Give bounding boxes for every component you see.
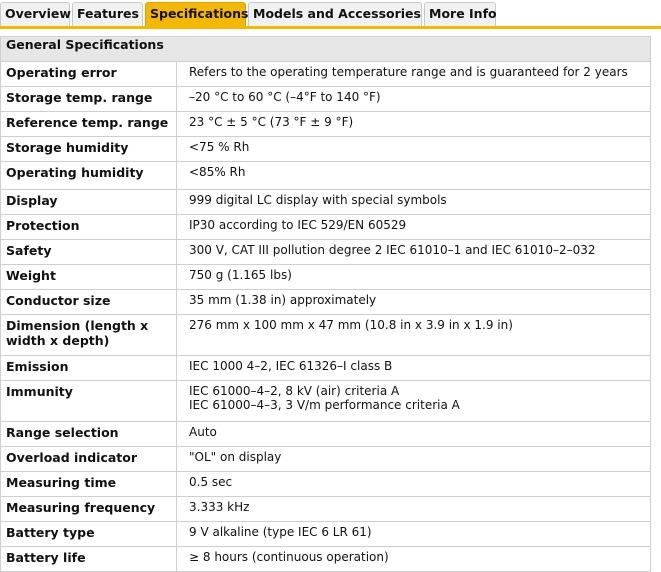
spec-value-line: 750 g (1.165 lbs) (189, 268, 292, 282)
tab-underline (0, 26, 661, 29)
spec-value (177, 112, 651, 137)
spec-label: Emission (1, 356, 177, 381)
table-row (1, 381, 651, 422)
spec-value (177, 497, 651, 522)
table-row (1, 290, 651, 315)
spec-value-line: Refers to the operating temperature range and is guaranteed for 2 years (189, 65, 628, 79)
spec-value (177, 381, 651, 422)
spec-value-line: Auto (189, 425, 217, 439)
table-row (1, 137, 651, 162)
spec-value-line: <75 % Rh (189, 140, 250, 154)
spec-value-line: 23 °C ± 5 °C (73 °F ± 9 °F) (189, 115, 354, 129)
spec-label: Display (1, 190, 177, 215)
table-row (1, 190, 651, 215)
tab-overview[interactable]: Overview (0, 2, 70, 26)
table-row (1, 240, 651, 265)
spec-label: Weight (1, 265, 177, 290)
spec-label: Protection (1, 215, 177, 240)
table-row (1, 356, 651, 381)
spec-value-line: 276 mm x 100 mm x 47 mm (10.8 in x 3.9 in x 1.9 in) (189, 318, 513, 332)
spec-label: Range selection (1, 422, 177, 447)
spec-value (177, 422, 651, 447)
spec-value (177, 62, 651, 87)
spec-value (177, 87, 651, 112)
spec-label: Storage humidity (1, 137, 177, 162)
spec-value (177, 215, 651, 240)
spec-value (177, 137, 651, 162)
table-row (1, 547, 651, 572)
spec-label: Dimension (length x width x depth) (1, 315, 177, 356)
spec-label: Measuring frequency (1, 497, 177, 522)
spec-value (177, 356, 651, 381)
tab-features[interactable]: Features (72, 2, 143, 26)
spec-value-line: 300 V, CAT III pollution degree 2 IEC 61010–1 and IEC 61010–2–032 (189, 243, 596, 257)
spec-value-line: 3.333 kHz (189, 500, 250, 514)
spec-rows (1, 62, 651, 572)
table-row (1, 112, 651, 137)
table-row (1, 315, 651, 356)
spec-label: Operating humidity (1, 162, 177, 190)
table-row (1, 447, 651, 472)
spec-value-line: IP30 according to IEC 529/EN 60529 (189, 218, 407, 232)
table-row (1, 522, 651, 547)
spec-value-line: IEC 61000–4–2, 8 kV (air) criteria A (189, 384, 400, 398)
spec-value-line: 35 mm (1.38 in) approximately (189, 293, 377, 307)
spec-label: Battery life (1, 547, 177, 572)
tab-models-and-accessories[interactable]: Models and Accessories (248, 2, 422, 26)
spec-value-line: "OL" on display (189, 450, 282, 464)
spec-value (177, 162, 651, 190)
spec-value-line: 999 digital LC display with special symbols (189, 193, 447, 207)
spec-label: Immunity (1, 381, 177, 422)
spec-value-line: <85% Rh (189, 165, 246, 179)
spec-value-line: IEC 61000–4–3, 3 V/m performance criteria A (189, 398, 460, 412)
spec-value-line: –20 °C to 60 °C (–4°F to 140 °F) (189, 90, 381, 104)
spec-label: Reference temp. range (1, 112, 177, 137)
spec-label: Measuring time (1, 472, 177, 497)
spec-value-line: IEC 1000 4–2, IEC 61326–I class B (189, 359, 393, 373)
section-header-row (1, 37, 651, 62)
spec-value (177, 447, 651, 472)
specifications-table (0, 36, 651, 572)
tab-specifications[interactable]: Specifications (145, 2, 246, 26)
spec-label: Overload indicator (1, 447, 177, 472)
spec-value (177, 265, 651, 290)
spec-label: Conductor size (1, 290, 177, 315)
tab-more-info[interactable]: More Info (424, 2, 496, 26)
spec-value (177, 240, 651, 265)
table-row (1, 162, 651, 190)
table-row (1, 497, 651, 522)
table-row (1, 422, 651, 447)
spec-value (177, 315, 651, 356)
tab-bar (0, 0, 661, 28)
spec-value (177, 472, 651, 497)
spec-label: Safety (1, 240, 177, 265)
table-row (1, 62, 651, 87)
spec-label: Battery type (1, 522, 177, 547)
spec-value (177, 290, 651, 315)
spec-label: Operating error (1, 62, 177, 87)
table-row (1, 215, 651, 240)
table-row (1, 87, 651, 112)
spec-label: Storage temp. range (1, 87, 177, 112)
spec-value-line: 0.5 sec (189, 475, 233, 489)
table-row (1, 472, 651, 497)
spec-value (177, 190, 651, 215)
spec-value-line: 9 V alkaline (type IEC 6 LR 61) (189, 525, 372, 539)
spec-value-line: ≥ 8 hours (continuous operation) (189, 550, 389, 564)
spec-value (177, 547, 651, 572)
table-row (1, 265, 651, 290)
section-title: General Specifications (1, 37, 651, 62)
spec-value (177, 522, 651, 547)
